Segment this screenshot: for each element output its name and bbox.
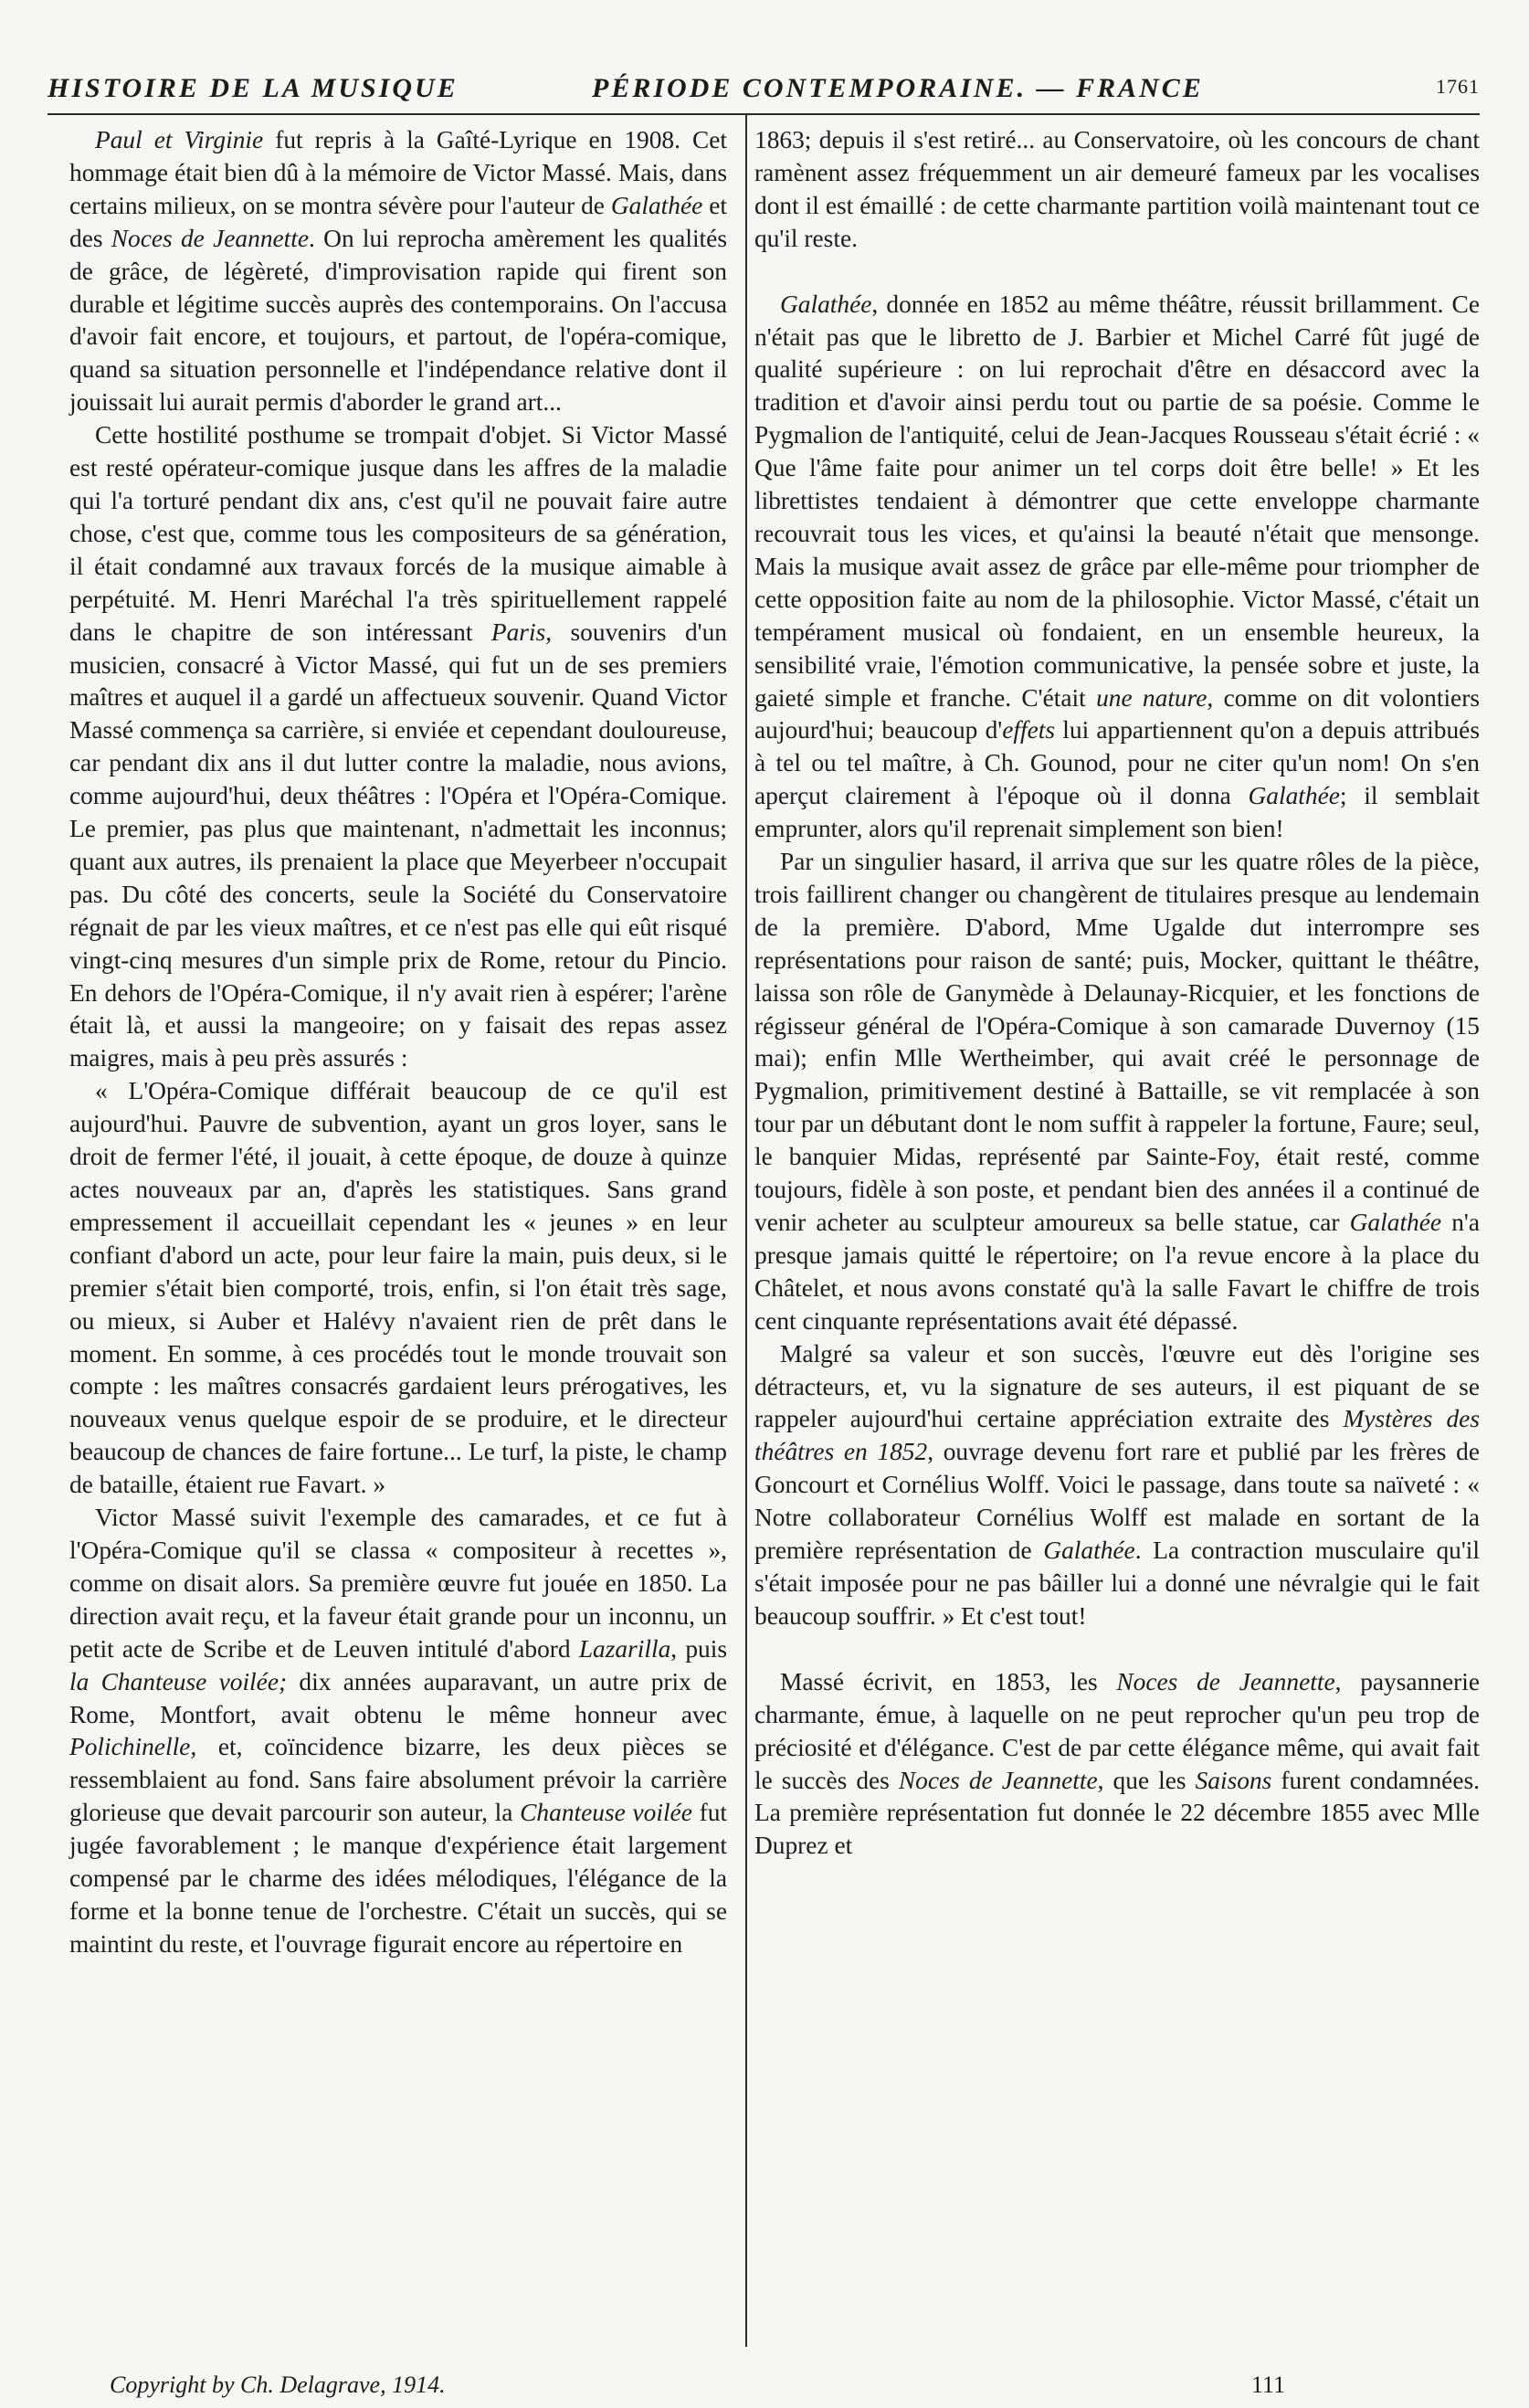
paragraph xyxy=(69,419,727,1075)
work-title: Galathée xyxy=(610,191,703,219)
header-left-title: HISTOIRE DE LA MUSIQUE xyxy=(47,73,459,103)
paragraph xyxy=(754,289,1480,846)
text-run: , comme on dit volontiers aujourd'hui; beaucoup d' xyxy=(754,683,1480,745)
work-title: Saisons xyxy=(1195,1766,1272,1794)
work-title: Paris, xyxy=(490,618,553,646)
header-center-title: PÉRIODE CONTEMPORAINE. — FRANCE xyxy=(592,73,1204,103)
work-title: Galathée xyxy=(780,290,872,318)
text-run: Malgré sa valeur et son succès, l'œuvre eut dès l'origine ses détracteurs, et, vu la signature de ses auteurs, il est piquant de se rappeler aujourd'hui certaine appréciation extraite des xyxy=(754,1339,1480,1433)
text-run: , que les xyxy=(1097,1766,1196,1794)
right-column xyxy=(754,124,1480,1863)
paragraph xyxy=(69,1502,727,1961)
text-run: furent condamnées. La première représentation fut donnée le 22 décembre 1855 avec Mlle Duprez et xyxy=(754,1766,1480,1860)
column-divider xyxy=(745,113,747,2347)
work-title: Galathée xyxy=(1349,1209,1442,1236)
emphasis: effets xyxy=(1002,716,1056,745)
work-title: Galathée xyxy=(1043,1537,1135,1565)
text-run: Victor Massé suivit l'exemple des camarades, et ce fut à l'Opéra-Comique qu'il se classa « compositeur à recettes », comme on disait alors. Sa première œuvre fut jouée en 1850. La direction avait reçu, et la faveur était grande pour un inconnu, un petit acte de Scribe et de Leuven intitulé d'abord xyxy=(69,1504,727,1663)
text-run: . On lui reprocha amèrement les qualités de grâce, de légèreté, d'improvisation rapide qui firent son durable et légitime succès auprès des contemporains. On l'accusa d'avoir fait encore, et toujours, et partout, de l'opéra-comique, quand sa situation personnelle et l'indépendance relative dont il jouissait lui aurait permis d'aborder le grand art... xyxy=(69,224,727,417)
paragraph: 1863; depuis il s'est retiré... au Conservatoire, où les concours de chant ramènent assez fréquemment un air demeuré fameux par les vocalises dont il est émaillé : de cette charmante partition voilà maintenant tout ce qu'il reste. xyxy=(754,126,1480,252)
header-rule xyxy=(47,113,1480,115)
text-run: et des xyxy=(69,191,727,252)
emphasis: une nature xyxy=(1096,683,1207,712)
left-column xyxy=(69,124,727,1961)
work-title: Noces de Jeannette xyxy=(898,1766,1098,1794)
header-page-number: 1761 xyxy=(1436,75,1480,98)
page-footer xyxy=(110,2371,1480,2408)
work-title: Mystères des théâtres en 1852 xyxy=(754,1405,1480,1466)
text-run: fut repris à la Gaîté-Lyrique en 1908. Cet hommage était bien dû à la mémoire de Victor Massé. Mais, dans certains milieux, on se montra sévère pour l'auteur de xyxy=(69,126,727,219)
running-header xyxy=(47,73,1480,110)
copyright-line: Copyright by Ch. Delagrave, 1914. xyxy=(110,2371,446,2398)
text-run: ; il semblait emprunter, alors qu'il reprenait simplement son bien! xyxy=(754,782,1480,843)
text-run: dix années auparavant, un autre prix de Rome, Montfort, avait obtenu le même honneur avec xyxy=(69,1667,727,1728)
text-run: , paysannerie charmante, émue, à laquelle on ne peut reprocher qu'un peu trop de préciosité et d'élégance. C'est de par cette élégance même, qui avait fait le succès des xyxy=(754,1667,1480,1794)
paragraph xyxy=(69,124,727,419)
paragraph xyxy=(754,1666,1480,1863)
quote-paragraph: « L'Opéra-Comique différait beaucoup de ce qu'il est aujourd'hui. Pauvre de subvention, ayant un gros loyer, sans le droit de fermer l'été, il jouait, à cette époque, de douze à quinze actes nouveaux par an, d'après les statistiques. Sans grand empressement il accueillait cependant les « jeunes » en leur confiant d'abord un acte, pour leur faire la main, puis deux, si le premier s'était bien comporté, trois, enfin, si l'on était très sage, ou mieux, si Auber et Halévy n'avaient rien de prêt dans le moment. En somme, à ces procédés tout le monde trouvait son compte : les maîtres consacrés gardaient leurs prérogatives, les nouveaux venus quelque espoir de se produire, et le directeur beaucoup de chances de faire fortune... Le turf, la piste, le champ de bataille, étaient rue Favart. » xyxy=(69,1077,727,1499)
text-run: Par un singulier hasard, il arriva que sur les quatre rôles de la pièce, trois faillirent changer ou changèrent de titulaires presque au lendemain de la première. D'abord, Mme Ugalde dut interrompre ses représentations pour raison de santé; puis, Mocker, quittant le théâtre, laissa son rôle de Ganymède à Delaunay-Ricquier, et les fonctions de régisseur général de l'Opéra-Comique à son camarade Duvernoy (15 mai); enfin Mlle Wertheimber, qui avait créé le personnage de Pygmalion, primitivement destiné à Battaille, se vit remplacée à son tour par un débutant dont le nom suffit à rappeler la fortune, Faure; seul, le banquier Midas, représenté par Sainte-Foy, était resté, comme toujours, fidèle à son poste, et pendant bien des années il a continué de venir acheter au sculpteur amoureux sa belle statue, car xyxy=(754,848,1480,1236)
text-run: , puis xyxy=(670,1634,727,1663)
footer-page-number: 111 xyxy=(1251,2371,1286,2398)
work-title: Polichinelle, xyxy=(69,1733,197,1761)
text-run: Massé écrivit, en 1853, les xyxy=(780,1667,1117,1695)
text-run: , donnée en 1852 au même théâtre, réussit brillamment. Ce n'était pas que le libretto de J. Barbier et Michel Carré fût jugé de qualité supérieure : on lui reprochait d'être en désaccord avec la tradition et d'avoir ainsi perdu tout ou partie de sa poésie. Comme le Pygmalion de l'antiquité, celui de Jean-Jacques Rousseau s'était écrié : « Que l'âme faite pour animer un tel corps doit être belle! » Et les librettistes tendaient à démontrer que cette enveloppe charmante recouvrait tous les vices, et qu'ainsi la beauté n'était que mensonge. Mais la musique avait assez de grâce par elle-même pour triompher de cette opposition faite au nom de la philosophie. Victor Massé, c'était un tempérament musical où fondaient, en un ensemble heureux, la sensibilité vraie, l'émotion communicative, la pensée sobre et juste, la gaieté simple et franche. C'était xyxy=(754,290,1480,712)
text-run: lui appartiennent qu'on a depuis attribués à tel ou tel maître, à Ch. Gounod, pour ne citer qu'un nom! On s'en aperçut clairement à l'époque où il donna xyxy=(754,716,1480,810)
work-title: Noces de Jeannette xyxy=(111,224,310,252)
paragraph xyxy=(754,846,1480,1338)
work-title: Galathée xyxy=(1248,782,1340,810)
text-run: Cette hostilité posthume se trompait d'objet. Si Victor Massé est resté opérateur-comique jusque dans les affres de la maladie qui l'a torturé pendant dix ans, c'est qu'il ne pouvait faire autre chose, c'est que, comme tous les compositeurs de sa génération, il était condamné aux travaux forcés de la musique aimable à perpétuité. M. Henri Maréchal l'a très spirituellement rappelé dans le chapitre de son intéressant xyxy=(69,421,727,646)
work-title: Paul et Virginie xyxy=(95,126,264,153)
text-run: souvenirs d'un musicien, consacré à Victor Massé, qui fut un de ses premiers maîtres et auquel il a gardé un affectueux souvenir. Quand Victor Massé commença sa carrière, si enviée et cependant douloureuse, car pendant dix ans il dut lutter contre la maladie, nous avions, comme aujourd'hui, deux théâtres : l'Opéra et l'Opéra-Comique. Le premier, pas plus que maintenant, n'admettait les inconnus; quant aux autres, ils prenaient la place que Meyerbeer n'occupait pas. Du côté des concerts, seule la Société du Conservatoire régnait de par les vieux maîtres, et ce n'est pas elle qui eût risqué vingt-cinq mesures d'un simple prix de Rome, retour du Pincio. En dehors de l'Opéra-Comique, il n'y avait rien à espérer; l'arène était là, et aussi la mangeoire; on y faisait des repas assez maigres, mais à peu près assurés : xyxy=(69,618,727,1072)
text-run: . La contraction musculaire qu'il s'était imposée pour ne pas bâiller lui a donné une névralgie qui le fait beaucoup souffrir. » Et c'est tout! xyxy=(754,1537,1480,1630)
paragraph xyxy=(754,1338,1480,1633)
text-run: fut jugée favorablement ; le manque d'expérience était largement compensé par le charme des idées mélodiques, l'élégance de la forme et la bonne tenue de l'orchestre. C'était un succès, qui se maintint du reste, et l'ouvrage figurait encore au répertoire en xyxy=(69,1799,728,1958)
text-run: , ouvrage devenu fort rare et publié par les frères de Goncourt et Cornélius Wolff. Voici le passage, dans toute sa naïveté : « Notre collaborateur Cornélius Wolff est malade en sortant de la première représentation de xyxy=(754,1438,1480,1565)
work-title: Noces de Jeannette xyxy=(1116,1667,1335,1695)
work-title: Chanteuse voilée xyxy=(520,1799,692,1827)
text-run: n'a presque jamais quitté le répertoire; on l'a revue encore à la place du Châtelet, et nous avons constaté qu'à la salle Favart le chiffre de trois cent cinquante représentations avait été dépassé. xyxy=(754,1209,1480,1335)
work-title: la Chanteuse voilée; xyxy=(69,1667,288,1695)
work-title: Lazarilla xyxy=(578,1634,671,1663)
text-run: et, coïncidence bizarre, les deux pièces se ressemblaient au fond. Sans faire absolument prévoir la carrière glorieuse que devait parcourir son auteur, la xyxy=(69,1733,727,1827)
